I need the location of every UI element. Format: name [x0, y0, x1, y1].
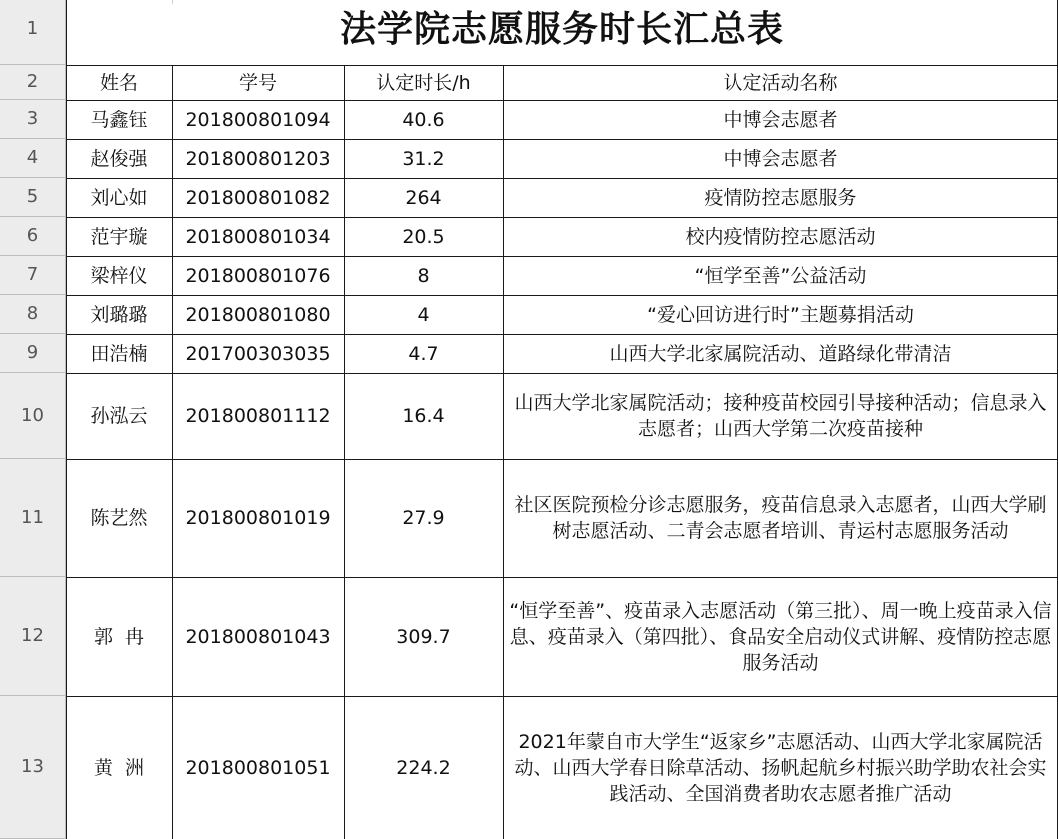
cell-text: 孙泓云 — [90, 405, 148, 427]
cell-text: 校内疫情防控志愿活动 — [685, 225, 876, 248]
column-header-text: 姓名 — [99, 71, 138, 94]
row-header-4[interactable] — [0, 139, 66, 178]
cell-name[interactable] — [66, 139, 172, 178]
cell-text: 2021年蒙自市大学生“返家乡”志愿活动、山西大学北家属院活动、山西大学春日除草活动、扬帆起航乡村振兴助学助农社会实践活动、全国消费者助农志愿者推广活动 — [514, 730, 1047, 805]
cell-activity[interactable] — [503, 577, 1058, 696]
cell-student-id[interactable] — [172, 100, 344, 139]
cell-hours[interactable] — [344, 139, 503, 178]
grid-line — [66, 459, 1058, 460]
cell-activity[interactable] — [503, 696, 1058, 839]
grid-line — [66, 0, 67, 839]
row-number: 1 — [26, 18, 39, 39]
cell-text: 山西大学北家属院活动、道路绿化带清洁 — [609, 342, 952, 365]
cell-text: 中博会志愿者 — [723, 108, 838, 131]
cell-text: 201800801051 — [185, 756, 331, 779]
cell-text: 赵俊强 — [90, 147, 148, 170]
cell-activity[interactable] — [503, 139, 1058, 178]
row-number: 6 — [26, 225, 39, 246]
cell-text: 4 — [417, 303, 430, 326]
cell-hours[interactable] — [344, 373, 503, 459]
cell-text: 范宇璇 — [90, 225, 148, 248]
row-number: 3 — [26, 108, 39, 129]
cell-text: 40.6 — [402, 108, 445, 131]
cell-text: 201800801019 — [185, 507, 331, 529]
column-header-hours[interactable] — [344, 65, 503, 100]
cell-text: 201800801082 — [185, 186, 331, 209]
column-header-text: 认定时长/h — [376, 71, 471, 94]
grid-line — [503, 65, 504, 839]
cell-activity[interactable] — [503, 334, 1058, 373]
row-header-8[interactable] — [0, 295, 66, 334]
cell-hours[interactable] — [344, 178, 503, 217]
row-header-5[interactable] — [0, 178, 66, 217]
cell-text: 27.9 — [402, 507, 445, 529]
row-header-13[interactable] — [0, 696, 66, 839]
cell-activity[interactable] — [503, 373, 1058, 459]
cell-text: 中博会志愿者 — [723, 147, 838, 170]
row-header-3[interactable] — [0, 100, 66, 139]
cell-text: 201800801076 — [185, 264, 331, 287]
cell-text: 黄 洲 — [93, 756, 145, 779]
grid-line — [66, 295, 1058, 296]
cell-activity[interactable] — [503, 459, 1058, 577]
cell-name[interactable] — [66, 100, 172, 139]
cell-text: 201800801112 — [185, 405, 331, 427]
cell-activity[interactable] — [503, 256, 1058, 295]
row-header-9[interactable] — [0, 334, 66, 373]
grid-line — [344, 65, 345, 839]
cell-text: 刘璐璐 — [90, 303, 148, 326]
cell-text: 309.7 — [396, 625, 451, 648]
cell-student-id[interactable] — [172, 577, 344, 696]
cell-hours[interactable] — [344, 100, 503, 139]
cell-student-id[interactable] — [172, 295, 344, 334]
row-number: 5 — [26, 186, 39, 207]
cell-student-id[interactable] — [172, 373, 344, 459]
grid-line — [66, 139, 1058, 140]
row-number: 10 — [21, 404, 44, 426]
grid-line — [172, 65, 173, 839]
cell-name[interactable] — [66, 295, 172, 334]
cell-text: 264 — [405, 186, 442, 209]
cell-text: 4.7 — [408, 342, 439, 365]
cell-text: 201800801080 — [185, 303, 331, 326]
cell-text: 201800801043 — [185, 625, 331, 648]
cell-hours[interactable] — [344, 256, 503, 295]
cell-student-id[interactable] — [172, 256, 344, 295]
cell-activity[interactable] — [503, 217, 1058, 256]
cell-text: 梁梓仪 — [90, 264, 148, 287]
cell-hours[interactable] — [344, 295, 503, 334]
cell-text: 224.2 — [396, 756, 451, 779]
row-header-1[interactable] — [0, 0, 66, 65]
cell-text: 刘心如 — [90, 186, 148, 209]
cell-activity[interactable] — [503, 100, 1058, 139]
cell-text: 马鑫钰 — [90, 108, 148, 131]
grid-line — [172, 0, 173, 4]
row-number: 13 — [21, 756, 44, 777]
cell-activity[interactable] — [503, 178, 1058, 217]
column-header-name[interactable] — [66, 65, 172, 100]
row-header-2[interactable] — [0, 65, 66, 100]
cell-hours[interactable] — [344, 696, 503, 839]
row-number: 8 — [26, 303, 39, 324]
cell-text: 社区医院预检分诊志愿服务，疫苗信息录入志愿者，山西大学刷树志愿活动、二青会志愿者培训、青运村志愿服务活动 — [514, 494, 1047, 542]
cell-text: 201800801094 — [185, 108, 331, 131]
row-header-7[interactable] — [0, 256, 66, 295]
cell-text: 201700303035 — [185, 342, 331, 365]
sheet-title-text: 法学院志愿服务时长汇总表 — [339, 8, 784, 50]
row-header-11[interactable] — [0, 459, 66, 577]
cell-name[interactable] — [66, 256, 172, 295]
cell-text: 20.5 — [402, 225, 445, 248]
cell-name[interactable] — [66, 178, 172, 217]
grid-line — [66, 217, 1058, 218]
cell-text: 山西大学北家属院活动；接种疫苗校园引导接种活动；信息录入志愿者；山西大学第二次疫苗接种 — [514, 392, 1047, 440]
cell-text: 201800801034 — [185, 225, 331, 248]
row-header-10[interactable] — [0, 373, 66, 459]
cell-text: 陈艺然 — [90, 507, 148, 529]
cell-name[interactable] — [66, 696, 172, 839]
cell-text: 31.2 — [402, 147, 445, 170]
cell-text: 16.4 — [402, 405, 445, 427]
column-header-text: 学号 — [238, 71, 277, 94]
cell-hours[interactable] — [344, 577, 503, 696]
column-header-activity[interactable] — [503, 65, 1058, 100]
cell-name[interactable] — [66, 373, 172, 459]
cell-student-id[interactable] — [172, 459, 344, 577]
grid-line — [66, 577, 1058, 578]
grid-line — [66, 178, 1058, 179]
grid-line — [66, 65, 1058, 66]
grid-line — [66, 696, 1058, 697]
cell-hours[interactable] — [344, 217, 503, 256]
cell-text: 8 — [417, 264, 430, 287]
cell-text: 201800801203 — [185, 147, 331, 170]
grid-line — [66, 256, 1058, 257]
row-header-6[interactable] — [0, 217, 66, 256]
column-header-student-id[interactable] — [172, 65, 344, 100]
row-number: 12 — [21, 625, 44, 646]
cell-activity[interactable] — [503, 295, 1058, 334]
sheet-title[interactable] — [66, 0, 1058, 65]
cell-text: “爱心回访进行时”主题募捐活动 — [647, 303, 914, 326]
grid-line — [66, 373, 1058, 374]
cell-student-id[interactable] — [172, 696, 344, 839]
cell-hours[interactable] — [344, 334, 503, 373]
cell-name[interactable] — [66, 334, 172, 373]
cell-name[interactable] — [66, 459, 172, 577]
cell-student-id[interactable] — [172, 217, 344, 256]
column-header-text: 认定活动名称 — [723, 71, 838, 94]
cell-hours[interactable] — [344, 459, 503, 577]
row-number: 7 — [26, 264, 39, 285]
cell-text: 郭 冉 — [93, 625, 145, 648]
row-header-12[interactable] — [0, 577, 66, 696]
cell-text: “恒学至善”公益活动 — [694, 264, 867, 287]
cell-student-id[interactable] — [172, 178, 344, 217]
row-number: 11 — [21, 506, 44, 528]
cell-text: 田浩楠 — [90, 342, 148, 365]
cell-name[interactable] — [66, 217, 172, 256]
cell-name[interactable] — [66, 577, 172, 696]
cell-text: “恒学至善”、疫苗录入志愿活动（第三批）、周一晚上疫苗录入信息、疫苗录入（第四批）、食品安全启动仪式讲解、疫情防控志愿服务活动 — [509, 599, 1052, 674]
row-number: 4 — [26, 147, 39, 168]
row-number: 9 — [26, 342, 39, 363]
cell-student-id[interactable] — [172, 334, 344, 373]
grid-line — [66, 334, 1058, 335]
row-number: 2 — [26, 71, 39, 92]
grid-line — [66, 100, 1058, 101]
cell-text: 疫情防控志愿服务 — [704, 186, 857, 209]
cell-student-id[interactable] — [172, 139, 344, 178]
